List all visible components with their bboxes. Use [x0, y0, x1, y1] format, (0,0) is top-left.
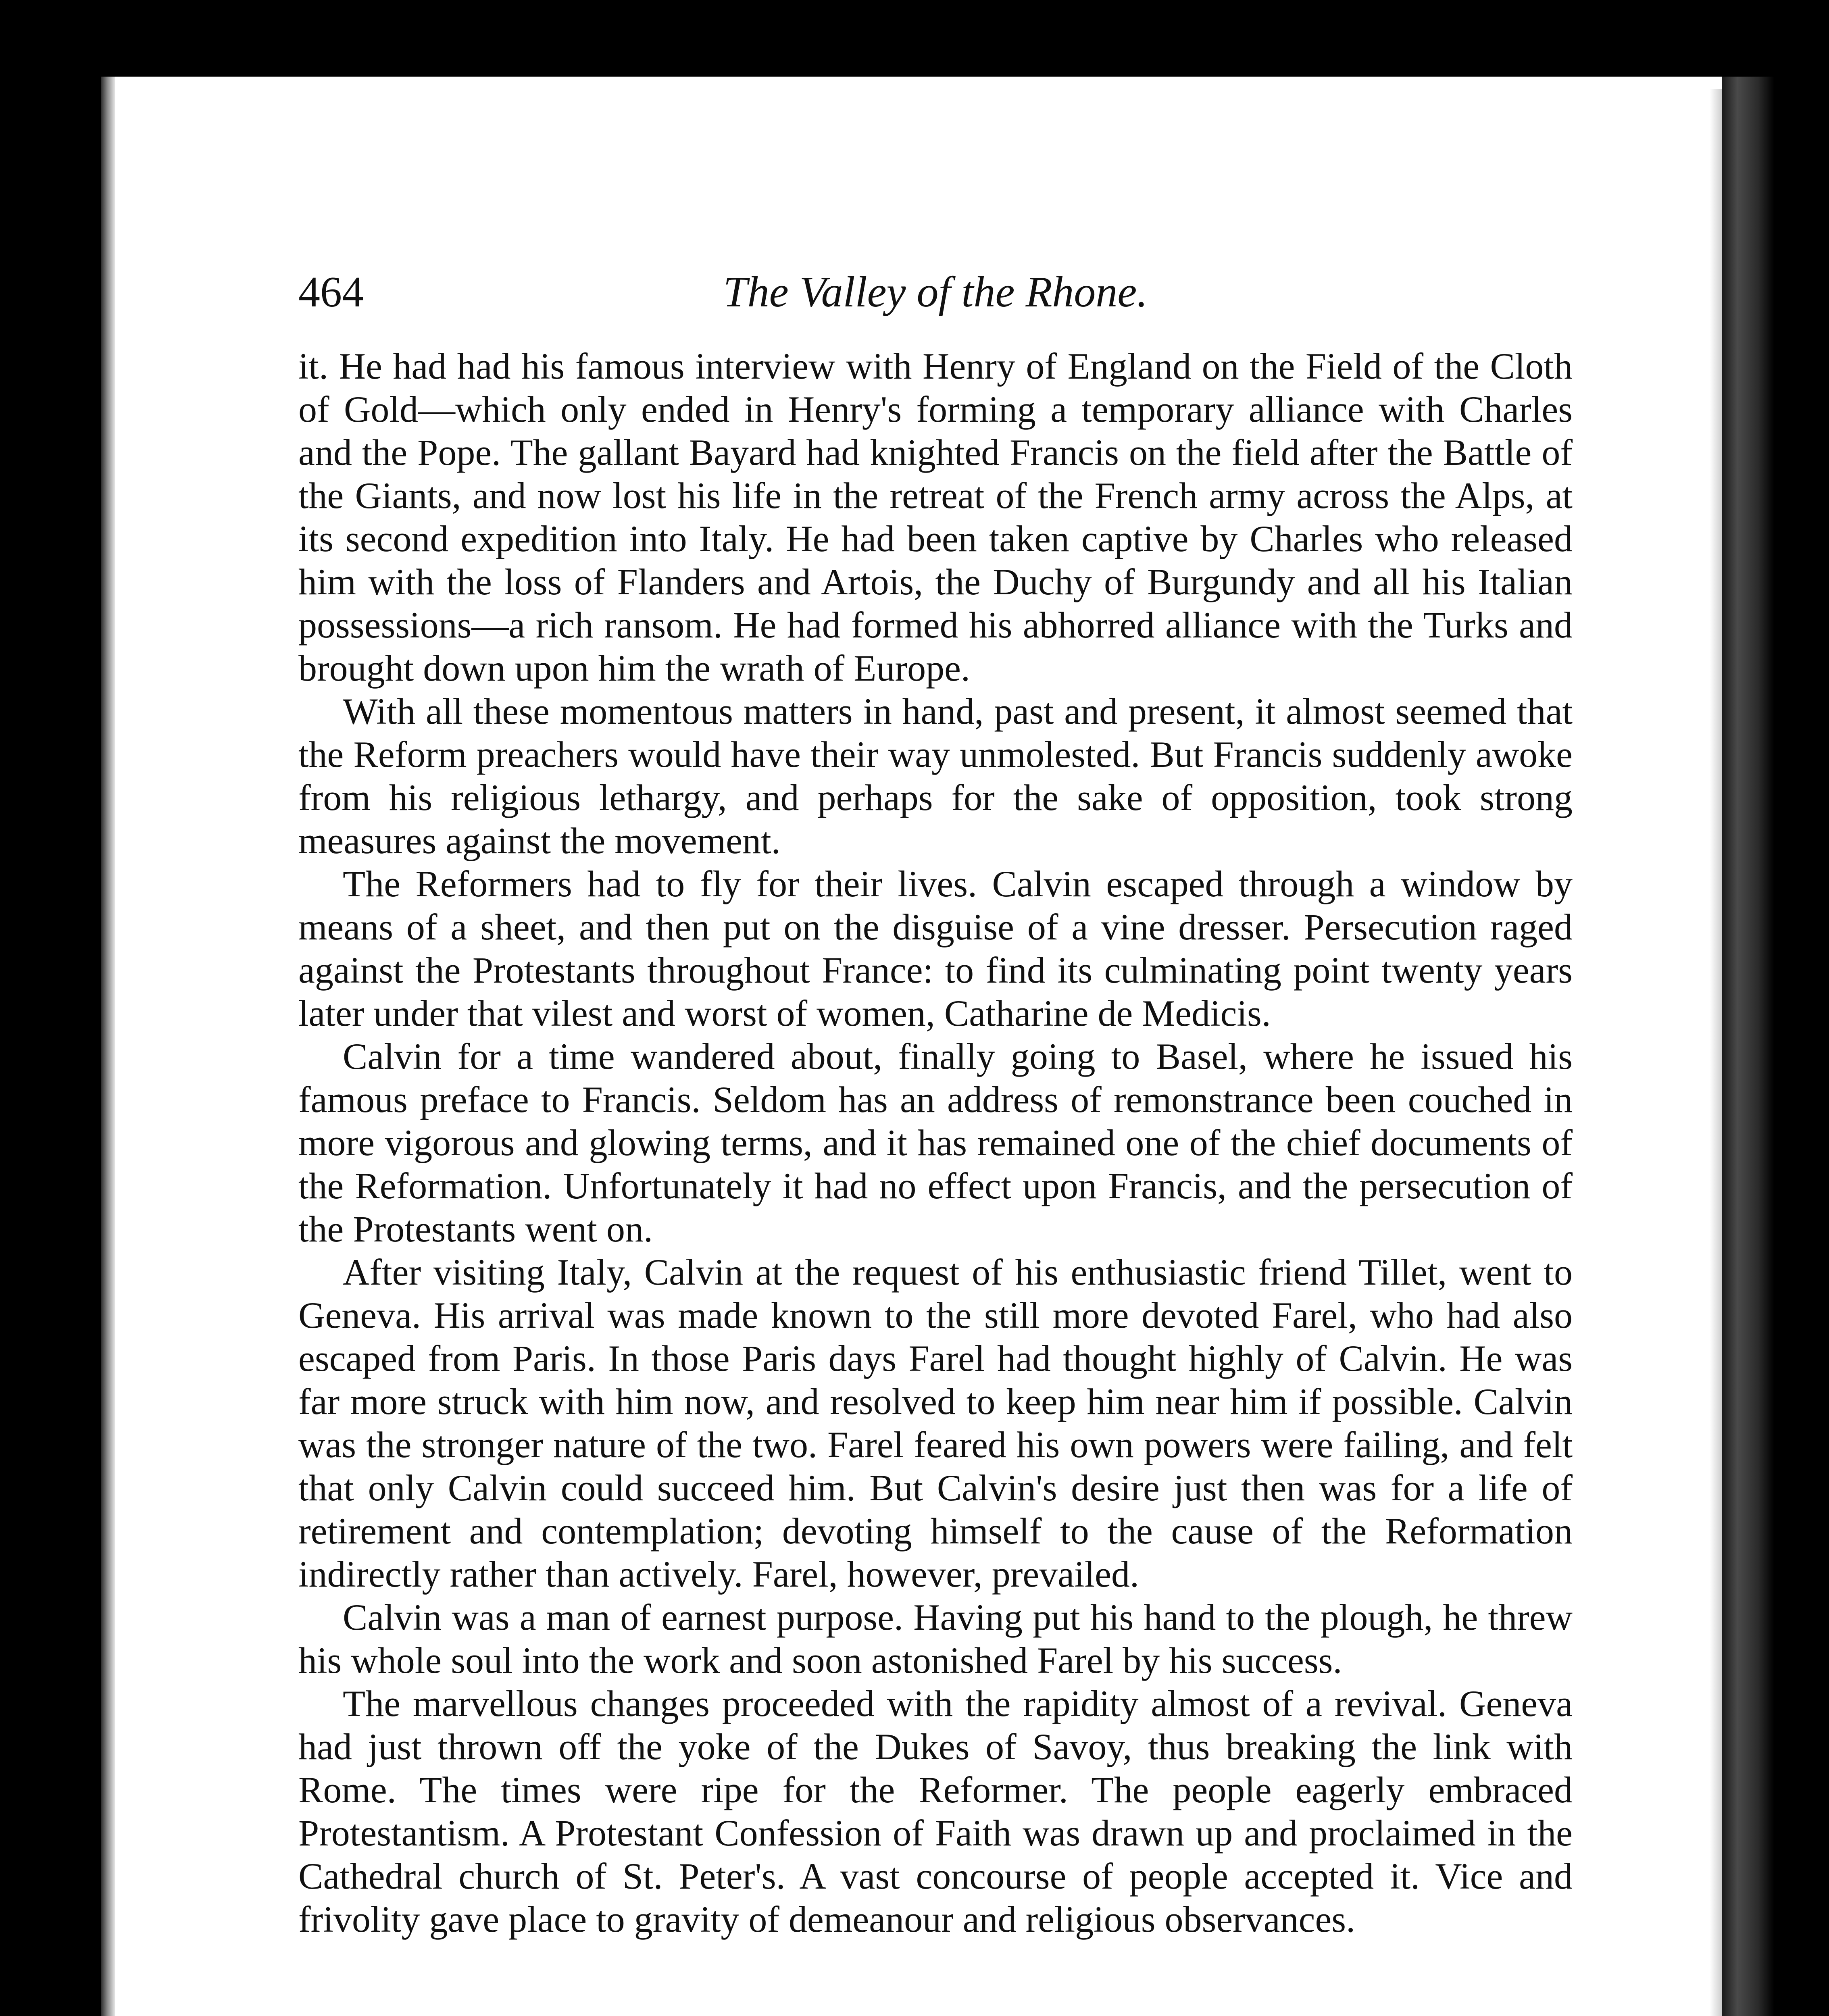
paragraph-4: Calvin for a time wandered about, finally going to Basel, where he issued his famous preface to Francis. Seldom has an address of remonstrance been couched in more vigorous and glowing terms, and it has remained one of the chief documents of the Reformation. Unfortunately it had no effect upon Francis, and the persecution of the Protestants went on. [298, 1036, 1573, 1250]
paragraph-7: The marvellous changes proceeded with the rapidity almost of a revival. Geneva had just thrown off the yoke of the Dukes of Savoy, thus breaking the link with Rome. The times were ripe for the Reformer. The people eagerly embraced Protestantism. A Protestant Confession of Faith was drawn up and proclaimed in the Cathedral church of St. Peter's. A vast concourse of people accepted it. Vice and frivolity gave place to gravity of demeanour and religious observances. [298, 1683, 1573, 1940]
adjacent-page-edge [1722, 77, 1774, 2016]
running-title: The Valley of the Rhone. [723, 268, 1148, 316]
page-number: 464 [298, 268, 364, 316]
paragraph-2: With all these momentous matters in hand, past and present, it almost seemed that the Reform preachers would have their way unmolested. But Francis suddenly awoke from his religious lethargy, and perhaps for the sake of opposition, took strong measures against the movement. [298, 691, 1573, 861]
running-head [298, 258, 1573, 327]
paragraph-1: it. He had had his famous interview with Henry of England on the Field of the Cloth of Gold—which only ended in Henry's forming a temporary alliance with Charles and the Pope. The gallant Bayard had knighted Francis on the field after the Battle of the Giants, and now lost his life in the retreat of the French army across the Alps, at its second expedition into Italy. He had been taken captive by Charles who released him with the loss of Flanders and Artois, the Duchy of Burgundy and all his Italian possessions—a rich ransom. He had formed his abhorred alliance with the Turks and brought down upon him the wrath of Europe. [298, 346, 1573, 689]
paragraph-3: The Reformers had to fly for their lives. Calvin escaped through a window by means of a sheet, and then put on the disguise of a vine dresser. Persecution raged against the Protestants throughout France: to find its culminating point twenty years later under that vilest and worst of women, Catharine de Medicis. [298, 863, 1573, 1034]
page-edge-highlight [1710, 89, 1722, 2016]
page-binding-shadow [101, 77, 115, 2016]
paragraph-6: Calvin was a man of earnest purpose. Having put his hand to the plough, he threw his whole soul into the work and soon astonished Farel by his success. [298, 1597, 1573, 1681]
body-text [298, 345, 1573, 1941]
paragraph-5: After visiting Italy, Calvin at the request of his enthusiastic friend Tillet, went to Geneva. His arrival was made known to the still more devoted Farel, who had also escaped from Paris. In those Paris days Farel had thought highly of Calvin. He was far more struck with him now, and resolved to keep him near him if possible. Calvin was the stronger nature of the two. Farel feared his own powers were failing, and felt that only Calvin could succeed him. But Calvin's desire just then was for a life of retirement and contemplation; devoting himself to the cause of the Reformation indirectly rather than actively. Farel, however, prevailed. [298, 1252, 1573, 1595]
